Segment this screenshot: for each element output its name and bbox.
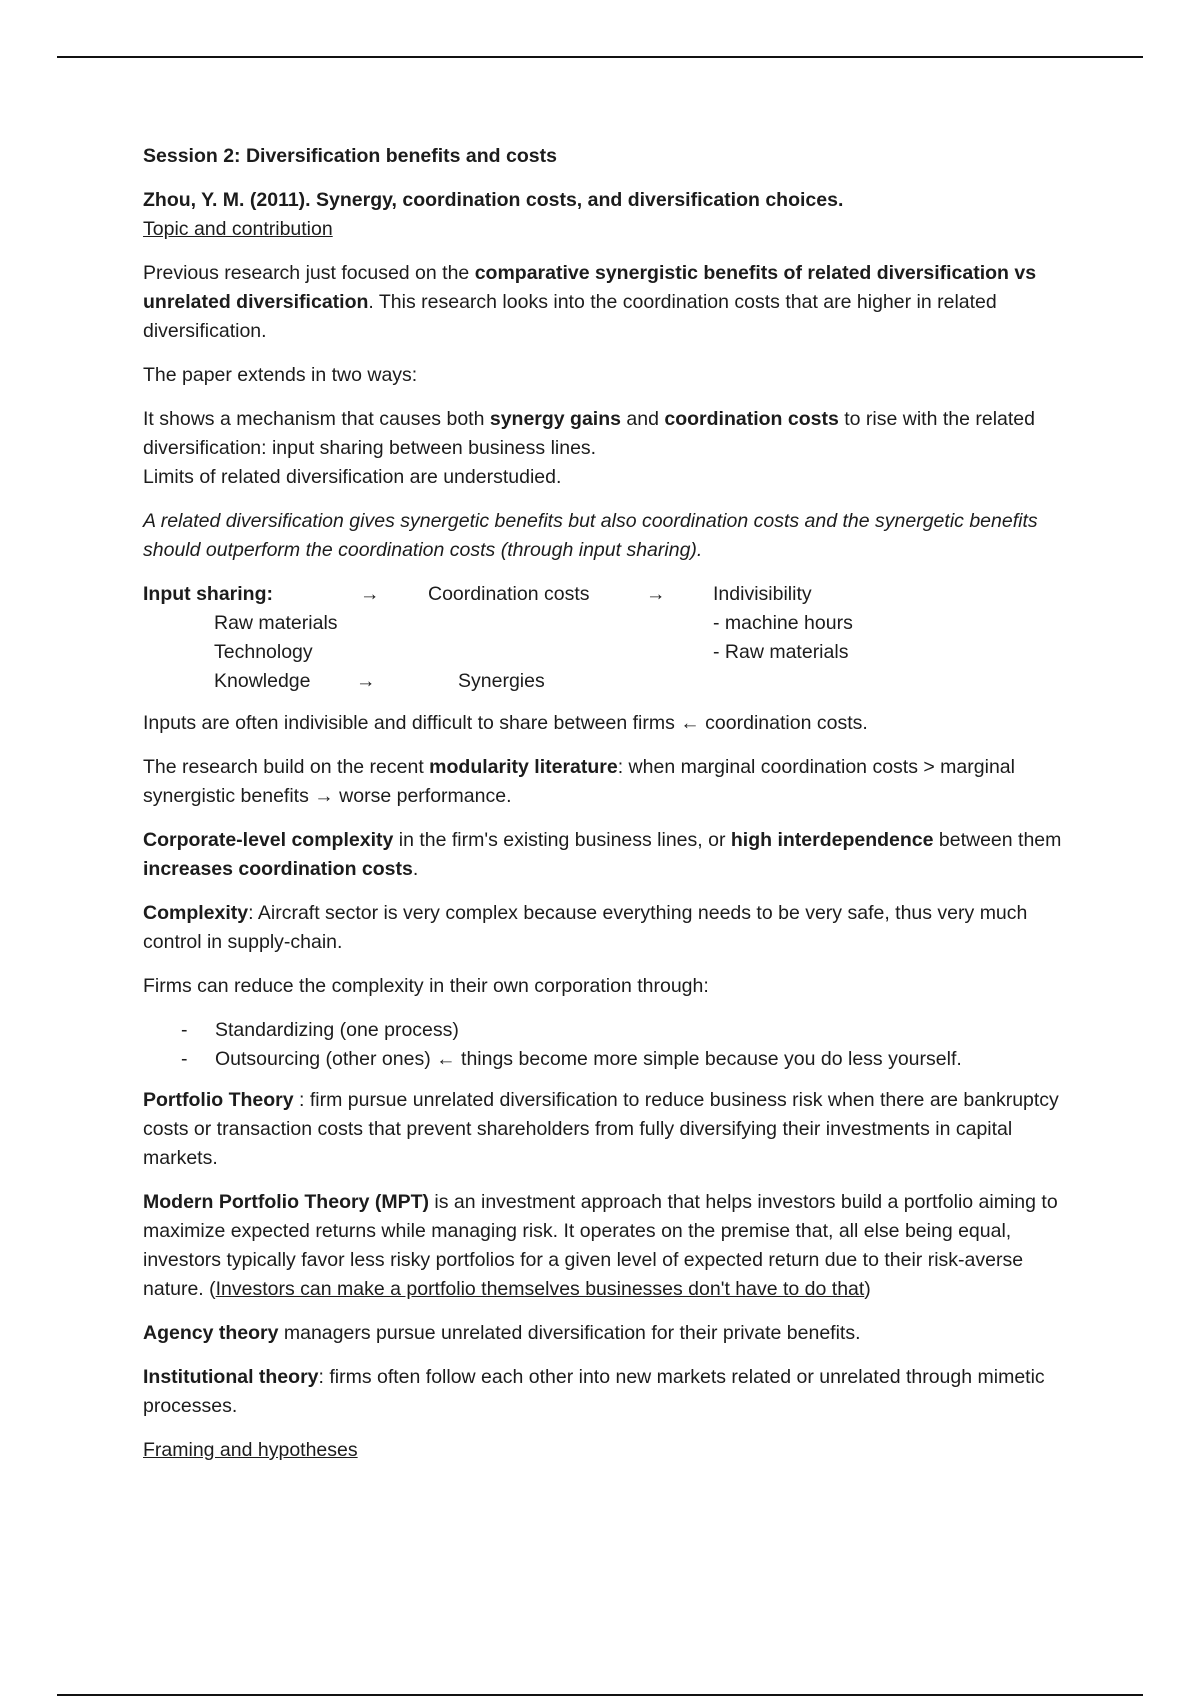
paragraph-italic-summary: A related diversification gives synergetic benefits but also coordination costs and the synergetic benefits should outperform the coordination costs (through input sharing). xyxy=(143,510,1038,561)
heading-topic: Topic and contribution xyxy=(143,218,333,240)
complexity-list xyxy=(143,1016,1073,1074)
diagram-indivisibility: Indivisibility xyxy=(713,583,812,605)
diagram-coordination-costs: Coordination costs xyxy=(428,583,590,605)
reference: Zhou, Y. M. (2011). Synergy, coordination costs, and diversification choices. xyxy=(143,189,844,211)
paragraph-portfolio-theory: Portfolio Theory : firm pursue unrelated diversification to reduce business risk when there are bankruptcy costs or transaction costs that prevent shareholders from fully diversifying their investments in capital markets. xyxy=(143,1089,1059,1169)
paragraph-indivisible: Inputs are often indivisible and difficult to share between firms ← coordination costs. xyxy=(143,712,868,734)
diagram-raw-materials-2: - Raw materials xyxy=(713,641,849,663)
diagram-machine-hours: - machine hours xyxy=(713,612,853,634)
header-rule xyxy=(57,56,1143,58)
diagram-input-sharing: Input sharing: xyxy=(143,583,273,605)
paragraph-extends: The paper extends in two ways: xyxy=(143,364,418,386)
paragraph-mpt: Modern Portfolio Theory (MPT) is an investment approach that helps investors build a portfolio aiming to maximize expected returns while managing risk. It operates on the premise that, all else being equal, investors typically favor less risky portfolios for a given level of expected return due to their risk-averse nature. (Investors can make a portfolio themselves businesses don't have to do that) xyxy=(143,1191,1058,1300)
paragraph-agency-theory: Agency theory managers pursue unrelated diversification for their private benefits. xyxy=(143,1322,861,1344)
input-sharing-diagram xyxy=(143,580,1073,696)
arrow-icon: → xyxy=(356,670,376,692)
paragraph-mechanism: It shows a mechanism that causes both synergy gains and coordination costs to rise with the related diversification: input sharing between business lines. Limits of related diversification are understudied. xyxy=(143,408,1035,488)
arrow-icon: → xyxy=(360,583,380,605)
paragraph-modularity: The research build on the recent modularity literature: when marginal coordination costs > marginal synergistic benefits → worse performance. xyxy=(143,756,1015,807)
paragraph-reduce-complexity: Firms can reduce the complexity in their own corporation through: xyxy=(143,975,709,997)
list-item: - Outsourcing (other ones) ← things become more simple because you do less yourself. xyxy=(143,1045,1073,1074)
arrow-icon: → xyxy=(646,583,666,605)
list-item: - Standardizing (one process) xyxy=(143,1016,1073,1045)
paragraph-corporate-complexity: Corporate-level complexity in the firm's existing business lines, or high interdependence between them increases coordination costs. xyxy=(143,829,1062,880)
diagram-knowledge: Knowledge xyxy=(214,670,311,692)
paragraph-previous-research: Previous research just focused on the comparative synergistic benefits of related diversification vs unrelated diversification. This research looks into the coordination costs that are higher in related diversification. xyxy=(143,262,1037,342)
footer-rule xyxy=(57,1694,1143,1696)
diagram-raw-materials: Raw materials xyxy=(214,612,338,634)
diagram-technology: Technology xyxy=(214,641,313,663)
paragraph-institutional-theory: Institutional theory: firms often follow each other into new markets related or unrelated through mimetic processes. xyxy=(143,1366,1045,1417)
diagram-synergies: Synergies xyxy=(458,670,545,692)
heading-framing: Framing and hypotheses xyxy=(143,1439,358,1461)
document-body xyxy=(143,142,1073,1465)
paragraph-complexity: Complexity: Aircraft sector is very complex because everything needs to be very safe, thus very much control in supply-chain. xyxy=(143,902,1028,953)
session-title: Session 2: Diversification benefits and costs xyxy=(143,145,557,167)
